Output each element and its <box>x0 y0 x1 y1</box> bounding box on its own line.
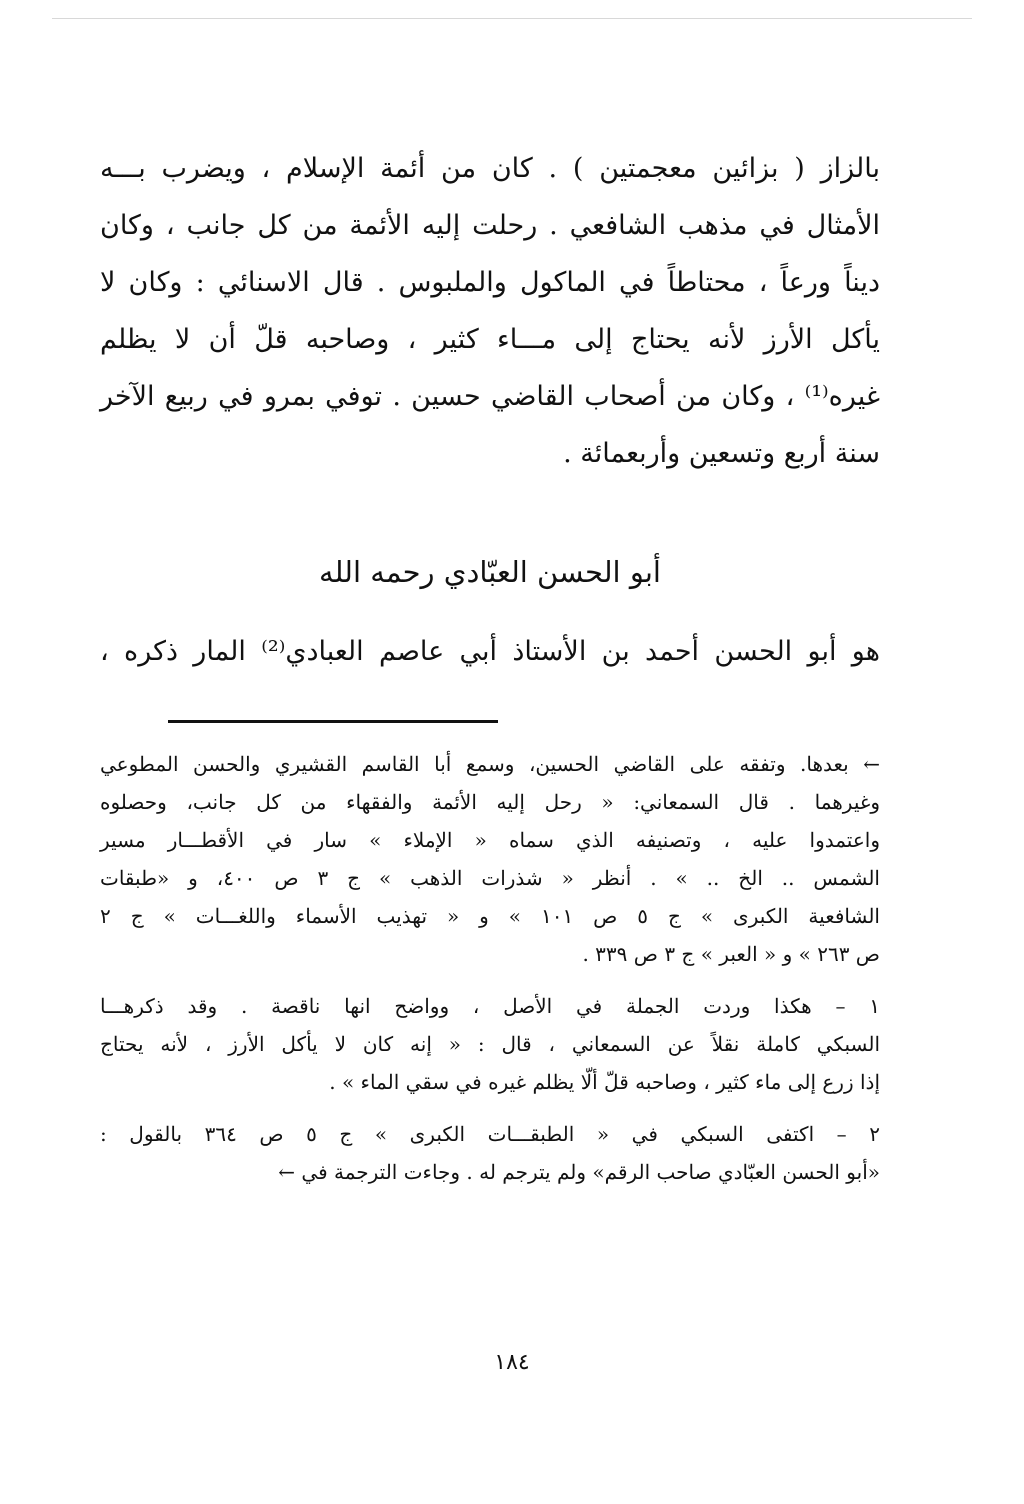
footnote-line: السبكي كاملة نقلاً عن السمعاني ، قال : « إنه كان لا يأكل الأرز ، لأنه يحتاج <box>100 1032 880 1056</box>
footnote-line: الشمس .. الخ .. » . أنظر « شذرات الذهب » ج ٣ ص ٤٠٠، و «طبقات <box>100 866 880 890</box>
body-line: سنة أربع وتسعين وأربعمائة . <box>563 438 880 469</box>
section-heading: أبو الحسن العبّادي رحمه الله <box>319 555 661 589</box>
top-rule <box>52 18 972 19</box>
body-line: يأكل الأرز لأنه يحتاج إلى مـــاء كثير ، وصاحبه قلّ أن لا يظلم <box>100 324 880 355</box>
body-line: ديناً ورعاً ، محتاطاً في الماكول والملبوس . قال الاسنائي : وكان لا <box>100 267 880 298</box>
body-line: بالزاز ( بزائين معجمتين ) . كان من أئمة الإسلام ، ويضرب بـــه <box>100 153 880 184</box>
footnote-1 <box>100 987 880 1101</box>
intro-line: هو أبو الحسن أحمد بن الأستاذ أبي عاصم العبادي⁽²⁾ المار ذكره ، <box>100 636 880 667</box>
main-text <box>100 140 880 672</box>
footnote-line: ص ٢٦٣ » و « العبر » ج ٣ ص ٣٣٩ . <box>582 942 880 966</box>
footnote-line: ٢ – اكتفى السبكي في « الطبقـــات الكبرى » ج ٥ ص ٣٦٤ بالقول : <box>100 1122 880 1146</box>
footnotes <box>100 745 880 1205</box>
footnote-line: ١ – هكذا وردت الجملة في الأصل ، وواضح انها ناقصة . وقد ذكرهـــا <box>100 994 880 1018</box>
body-line: الأمثال في مذهب الشافعي . رحلت إليه الأئمة من كل جانب ، وكان <box>100 210 880 241</box>
footnote-line: «أبو الحسن العبّادي صاحب الرقم» ولم يترجم له . وجاءت الترجمة في ← <box>278 1160 880 1184</box>
footnote-continuation <box>100 745 880 973</box>
footnote-line: الشافعية الكبرى » ج ٥ ص ١٠١ » و « تهذيب الأسماء واللغـــات » ج ٢ <box>100 904 880 928</box>
body-line: غيره⁽¹⁾ ، وكان من أصحاب القاضي حسين . توفي بمرو في ربيع الآخر <box>100 381 880 412</box>
footnote-line: إذا زرع إلى ماء كثير ، وصاحبه قلّ ألّا يظلم غيره في سقي الماء » . <box>329 1070 880 1094</box>
footnote-2 <box>100 1115 880 1191</box>
page-number: ١٨٤ <box>494 1350 530 1375</box>
footnote-line: ← بعدها. وتفقه على القاضي الحسين، وسمع أبا القاسم القشيري والحسن المطوعي <box>100 752 880 776</box>
footnote-divider <box>168 720 498 723</box>
footnote-line: وغيرهما . قال السمعاني: « رحل إليه الأئمة والفقهاء من كل جانب، وحصلوه <box>100 790 880 814</box>
footnote-line: واعتمدوا عليه ، وتصنيفه الذي سماه « الإملاء » سار في الأقطـــار مسير <box>100 828 880 852</box>
